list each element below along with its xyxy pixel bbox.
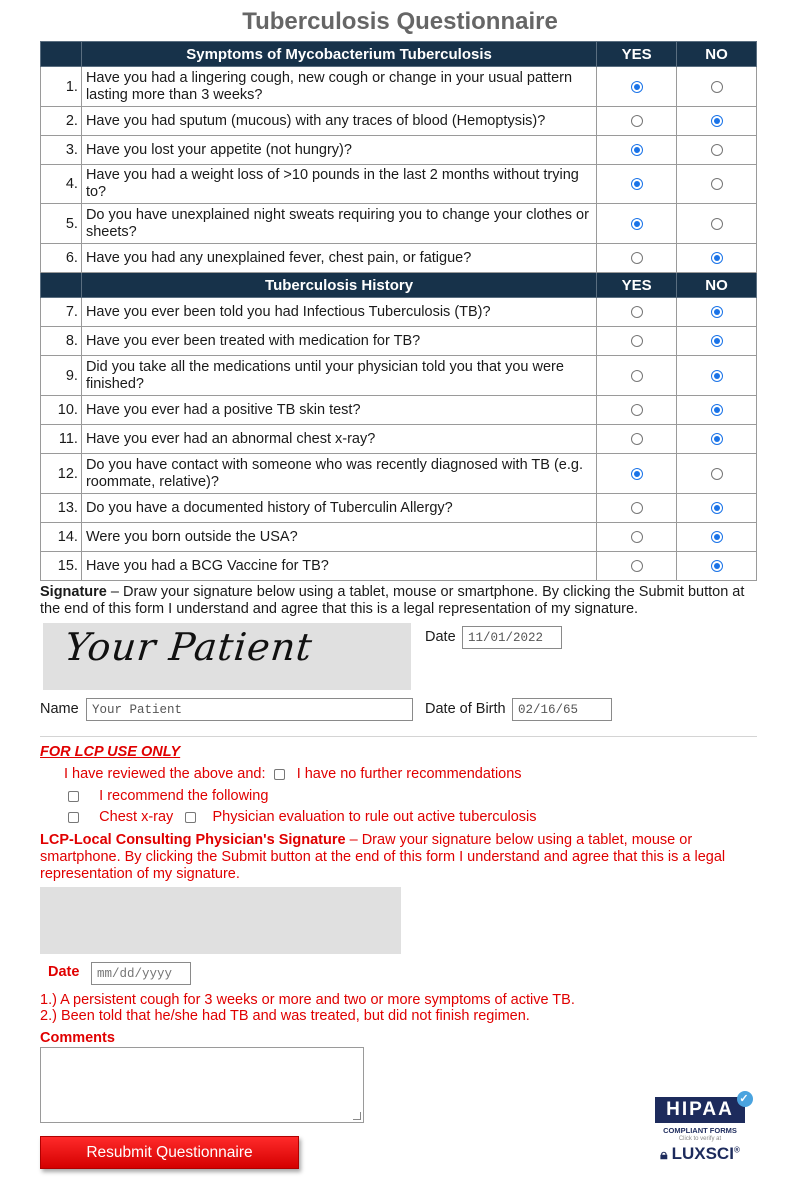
question-row <box>41 244 757 273</box>
yes-cell <box>597 356 677 396</box>
no-cell <box>677 356 757 396</box>
question-text: Were you born outside the USA? <box>81 523 596 552</box>
question-number: 15. <box>41 552 82 581</box>
no-further-checkbox[interactable] <box>274 769 285 780</box>
dob-field[interactable]: 02/16/65 <box>512 698 612 721</box>
yes-radio[interactable] <box>631 115 643 127</box>
signature-instructions <box>40 584 760 618</box>
name-field[interactable]: Your Patient <box>86 698 413 721</box>
question-text: Have you had sputum (mucous) with any traces of blood (Hemoptysis)? <box>81 107 596 136</box>
yes-radio[interactable] <box>631 502 643 514</box>
question-text: Have you had a weight loss of >10 pounds in the last 2 months without trying to? <box>81 165 596 204</box>
question-number: 13. <box>41 494 82 523</box>
no-radio[interactable] <box>711 404 723 416</box>
brand-name: LUXSCI <box>671 1144 734 1163</box>
no-cell <box>677 136 757 165</box>
question-text: Have you lost your appetite (not hungry)? <box>81 136 596 165</box>
question-number: 4. <box>41 165 82 204</box>
yes-radio[interactable] <box>631 218 643 230</box>
yes-radio[interactable] <box>631 306 643 318</box>
no-cell <box>677 523 757 552</box>
yes-cell <box>597 523 677 552</box>
no-cell <box>677 396 757 425</box>
patient-signature-pad[interactable] <box>43 623 411 690</box>
question-row <box>41 327 757 356</box>
recommend-label: I recommend the following <box>99 788 269 804</box>
question-text: Have you had a BCG Vaccine for TB? <box>81 552 596 581</box>
badge-subtitle: COMPLIANT FORMS <box>663 1126 737 1135</box>
page-title: Tuberculosis Questionnaire <box>242 8 558 35</box>
no-radio[interactable] <box>711 502 723 514</box>
question-text: Have you had any unexplained fever, chest pain, or fatigue? <box>81 244 596 273</box>
date-field[interactable]: 11/01/2022 <box>462 626 562 649</box>
lcp-date-field[interactable] <box>91 962 191 985</box>
yes-cell <box>597 244 677 273</box>
check-icon: ✓ <box>737 1091 753 1107</box>
hipaa-badge[interactable] <box>655 1093 755 1164</box>
yes-radio[interactable] <box>631 560 643 572</box>
question-row <box>41 136 757 165</box>
question-number: 7. <box>41 298 82 327</box>
hipaa-title: HIPAA <box>666 1099 734 1120</box>
comments-textarea[interactable] <box>40 1047 364 1123</box>
resize-grip-icon[interactable] <box>353 1112 361 1120</box>
no-cell <box>677 298 757 327</box>
chest-xray-checkbox[interactable] <box>68 812 79 823</box>
lcp-signature-pad[interactable] <box>40 887 401 954</box>
question-text: Do you have unexplained night sweats requiring you to change your clothes or sheets? <box>81 204 596 244</box>
question-row <box>41 523 757 552</box>
section-header-row <box>41 273 757 298</box>
yes-radio[interactable] <box>631 144 643 156</box>
question-number: 11. <box>41 425 82 454</box>
reviewed-label: I have reviewed the above and: <box>64 766 266 782</box>
question-row <box>41 396 757 425</box>
no-cell <box>677 552 757 581</box>
question-text: Have you had a lingering cough, new cough or change in your usual pattern lasting more than 3 weeks? <box>81 67 596 107</box>
question-text: Do you have a documented history of Tuberculin Allergy? <box>81 494 596 523</box>
lcp-signature-text: – Draw your signature below using a tablet, mouse or smartphone. By clicking the Submit button at the end of this form I understand and agree that this is a legal representation of my signature. <box>40 832 726 882</box>
questionnaire-table <box>40 41 757 581</box>
no-cell <box>677 67 757 107</box>
dob-label: Date of Birth <box>425 701 506 717</box>
question-text: Did you take all the medications until your physician told you that you were finished? <box>81 356 596 396</box>
question-row <box>41 165 757 204</box>
question-row <box>41 107 757 136</box>
question-text: Have you ever had an abnormal chest x-ray? <box>81 425 596 454</box>
no-radio[interactable] <box>711 531 723 543</box>
recommend-checkbox[interactable] <box>68 791 79 802</box>
section-heading: Symptoms of Mycobacterium Tuberculosis <box>81 42 596 67</box>
no-radio[interactable] <box>711 144 723 156</box>
no-cell <box>677 425 757 454</box>
question-row <box>41 356 757 396</box>
physician-eval-checkbox[interactable] <box>185 812 196 823</box>
chest-xray-label: Chest x-ray <box>99 809 174 825</box>
no-radio[interactable] <box>711 306 723 318</box>
no-radio[interactable] <box>711 178 723 190</box>
no-cell <box>677 244 757 273</box>
question-number: 5. <box>41 204 82 244</box>
yes-radio[interactable] <box>631 433 643 445</box>
no-radio[interactable] <box>711 252 723 264</box>
yes-column-header: YES <box>597 273 677 298</box>
hipaa-logo <box>655 1093 751 1123</box>
question-text: Do you have contact with someone who was recently diagnosed with TB (e.g. roommate, relative)? <box>81 454 596 494</box>
yes-cell <box>597 136 677 165</box>
question-text: Have you ever been treated with medication for TB? <box>81 327 596 356</box>
yes-cell <box>597 552 677 581</box>
luxsci-logo <box>655 1144 745 1164</box>
note-1: 1.) A persistent cough for 3 weeks or more and two or more symptoms of active TB. <box>40 992 575 1008</box>
question-row <box>41 204 757 244</box>
yes-cell <box>597 165 677 204</box>
question-text: Have you ever had a positive TB skin test? <box>81 396 596 425</box>
lcp-options-row <box>68 809 537 825</box>
question-row <box>41 425 757 454</box>
yes-radio[interactable] <box>631 404 643 416</box>
question-row <box>41 552 757 581</box>
question-text: Have you ever been told you had Infectious Tuberculosis (TB)? <box>81 298 596 327</box>
divider <box>40 736 757 737</box>
question-number: 2. <box>41 107 82 136</box>
section-heading: Tuberculosis History <box>81 273 596 298</box>
lcp-signature-label: LCP-Local Consulting Physician's Signature <box>40 832 346 848</box>
yes-radio[interactable] <box>631 178 643 190</box>
lcp-review-row <box>64 766 522 782</box>
yes-cell <box>597 494 677 523</box>
section-header-row <box>41 42 757 67</box>
yes-cell <box>597 425 677 454</box>
lcp-date-label: Date <box>48 964 80 980</box>
question-number: 14. <box>41 523 82 552</box>
section-header-spacer <box>41 42 82 67</box>
yes-cell <box>597 107 677 136</box>
lcp-heading: FOR LCP USE ONLY <box>40 744 181 760</box>
badge-click-text: Click to verify at <box>678 1136 722 1142</box>
question-row <box>41 454 757 494</box>
yes-cell <box>597 204 677 244</box>
patient-signature: Your Patient <box>62 625 315 669</box>
question-number: 6. <box>41 244 82 273</box>
question-number: 8. <box>41 327 82 356</box>
yes-radio[interactable] <box>631 370 643 382</box>
question-number: 3. <box>41 136 82 165</box>
lcp-signature-instructions <box>40 832 760 883</box>
yes-radio[interactable] <box>631 335 643 347</box>
signature-instructions-text: – Draw your signature below using a tablet, mouse or smartphone. By clicking the Submit button at the end of this form I understand and agree that this is a legal representation of my signature. <box>40 584 745 617</box>
yes-cell <box>597 298 677 327</box>
yes-cell <box>597 327 677 356</box>
no-radio[interactable] <box>711 560 723 572</box>
yes-cell <box>597 396 677 425</box>
date-label: Date <box>425 629 456 645</box>
question-number: 1. <box>41 67 82 107</box>
question-row <box>41 67 757 107</box>
note-2: 2.) Been told that he/she had TB and was treated, but did not finish regimen. <box>40 1008 530 1024</box>
lock-icon: 🔒︎ <box>660 1146 668 1162</box>
no-column-header: NO <box>677 42 757 67</box>
no-radio[interactable] <box>711 433 723 445</box>
no-radio[interactable] <box>711 81 723 93</box>
no-radio[interactable] <box>711 370 723 382</box>
lcp-recommend-row <box>68 788 268 804</box>
name-label: Name <box>40 701 79 717</box>
no-cell <box>677 204 757 244</box>
no-cell <box>677 107 757 136</box>
question-row <box>41 298 757 327</box>
no-radio[interactable] <box>711 468 723 480</box>
yes-column-header: YES <box>597 42 677 67</box>
yes-radio[interactable] <box>631 252 643 264</box>
registered-mark: ® <box>733 1145 740 1155</box>
no-cell <box>677 165 757 204</box>
resubmit-button[interactable]: Resubmit Questionnaire <box>40 1136 299 1169</box>
question-number: 9. <box>41 356 82 396</box>
question-row <box>41 494 757 523</box>
no-radio[interactable] <box>711 115 723 127</box>
yes-radio[interactable] <box>631 81 643 93</box>
no-radio[interactable] <box>711 335 723 347</box>
yes-radio[interactable] <box>631 468 643 480</box>
physician-eval-label: Physician evaluation to rule out active tuberculosis <box>212 809 537 825</box>
no-cell <box>677 327 757 356</box>
comments-label: Comments <box>40 1030 115 1046</box>
question-number: 12. <box>41 454 82 494</box>
no-column-header: NO <box>677 273 757 298</box>
no-cell <box>677 454 757 494</box>
section-header-spacer <box>41 273 82 298</box>
question-number: 10. <box>41 396 82 425</box>
yes-cell <box>597 454 677 494</box>
no-further-label: I have no further recommendations <box>296 766 522 782</box>
yes-cell <box>597 67 677 107</box>
signature-label: Signature <box>40 584 107 600</box>
lcp-notes <box>40 992 575 1024</box>
no-radio[interactable] <box>711 218 723 230</box>
no-cell <box>677 494 757 523</box>
yes-radio[interactable] <box>631 531 643 543</box>
